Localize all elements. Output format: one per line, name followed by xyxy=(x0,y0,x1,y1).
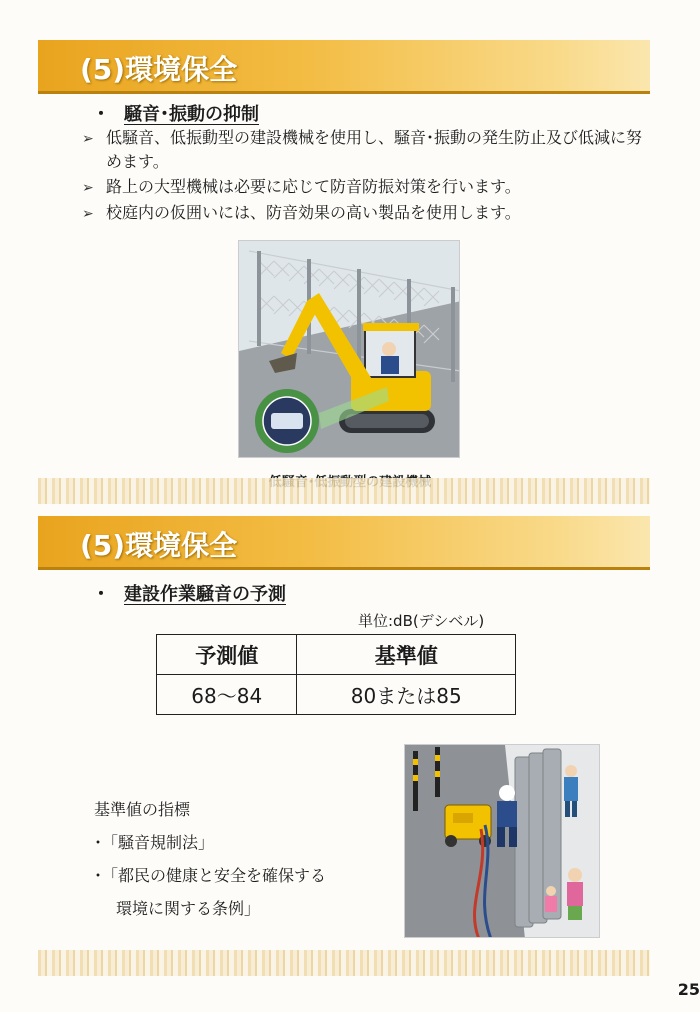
banner-title-2: (5)環境保全 xyxy=(80,529,238,562)
excavator-illustration xyxy=(238,240,460,458)
subheading-text: 騒音･振動の抑制 xyxy=(124,104,259,125)
unit-label: 単位:dB(デシベル) xyxy=(358,612,485,630)
header-predicted: 予測値 xyxy=(157,635,297,675)
bullet-item xyxy=(82,175,642,200)
table-row xyxy=(157,675,516,715)
section-banner-1 xyxy=(38,40,650,94)
subheading-text: 建設作業騒音の予測 xyxy=(124,584,286,605)
standards-list xyxy=(94,793,326,925)
arrow-bullet-icon: ➢ xyxy=(82,131,94,147)
page-number: 25 xyxy=(677,980,700,999)
section-banner-2 xyxy=(38,516,650,570)
arrow-bullet-icon: ➢ xyxy=(82,180,94,196)
excavator-svg xyxy=(239,241,460,458)
cell-standard-value: 80または85 xyxy=(297,675,516,715)
bullet-text: 路上の大型機械は必要に応じて防音防振対策を行います。 xyxy=(106,177,521,196)
banner-title-1: (5)環境保全 xyxy=(80,53,238,86)
header-standard: 基準値 xyxy=(297,635,516,675)
standards-item: ･「都民の健康と安全を確保する xyxy=(94,866,327,885)
cell-predicted-value: 68～84 xyxy=(157,675,297,715)
bullet-text: 低騒音、低振動型の建設機械を使用し、騒音･振動の発生防止及び低減に努めます。 xyxy=(106,128,643,171)
standards-title: 基準値の指標 xyxy=(94,800,191,819)
table-header-row xyxy=(157,635,516,675)
subheading-bullet: ・ xyxy=(92,104,110,125)
grass-border-divider xyxy=(38,478,650,504)
standards-item: 環境に関する条例」 xyxy=(116,899,261,918)
roadwork-svg xyxy=(405,745,600,938)
subheading-noise-prediction xyxy=(92,580,286,606)
roadwork-illustration xyxy=(404,744,600,938)
bullet-item xyxy=(82,201,642,226)
standards-item: ･「騒音規制法」 xyxy=(94,833,215,852)
noise-prediction-table xyxy=(156,634,516,715)
bullet-text: 校庭内の仮囲いには、防音効果の高い製品を使用します。 xyxy=(106,203,521,222)
subheading-noise-vibration xyxy=(92,100,259,126)
bullet-item xyxy=(82,126,642,174)
arrow-bullet-icon: ➢ xyxy=(82,206,94,222)
grass-border-divider xyxy=(38,950,650,976)
bullet-list xyxy=(82,126,642,227)
subheading-bullet: ・ xyxy=(92,584,110,605)
